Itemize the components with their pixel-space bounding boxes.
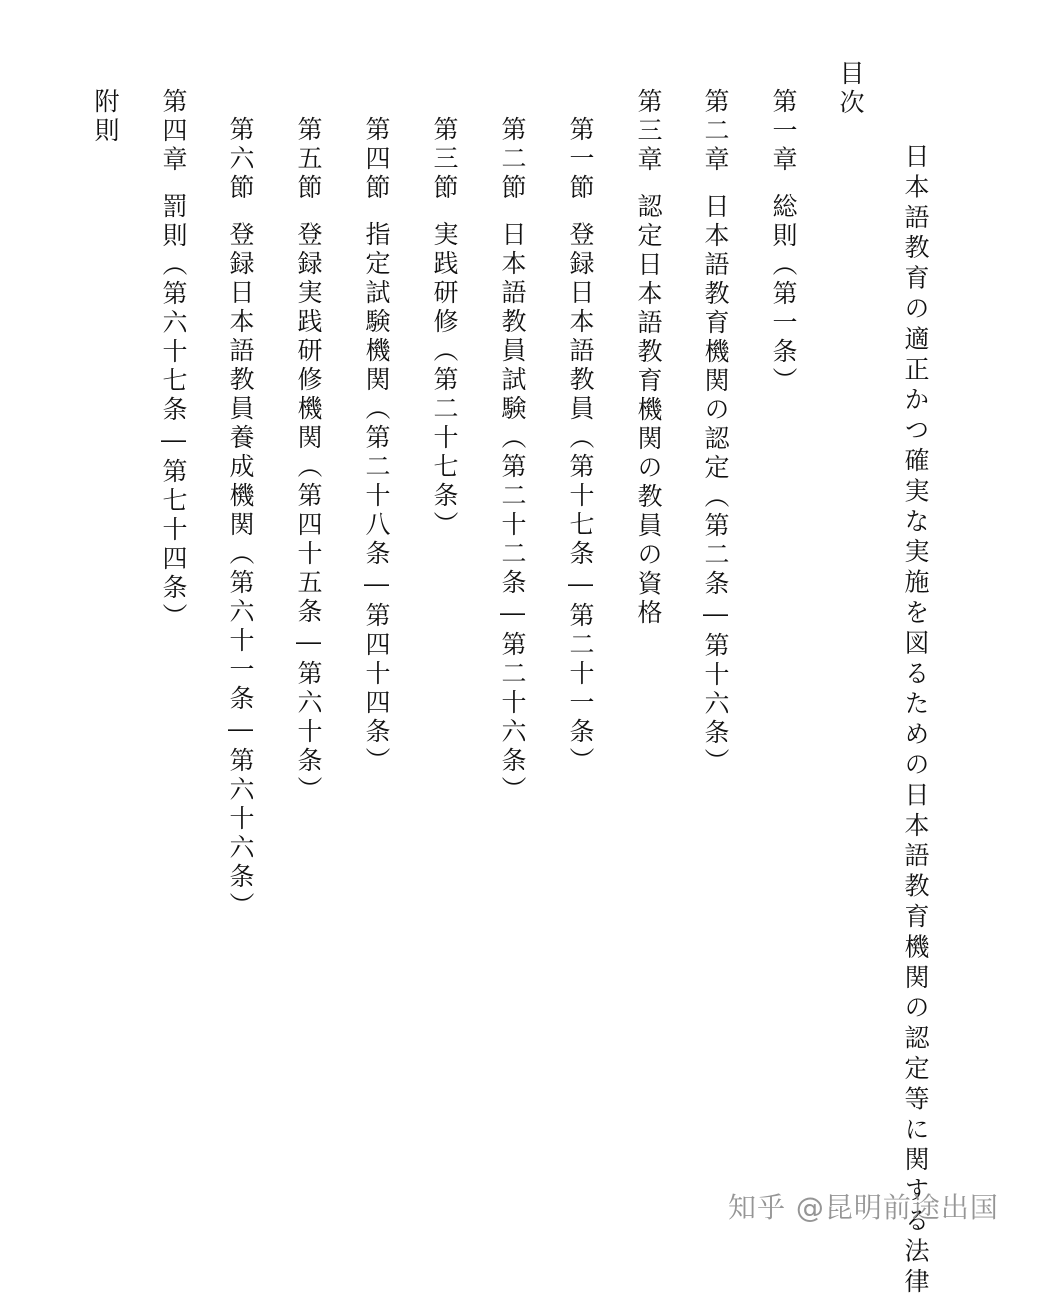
toc-entry-section-1 [568, 116, 593, 776]
toc-entry-head: 第四章 [159, 88, 188, 175]
toc-entry-chapter-2 [703, 88, 728, 777]
toc-entry-chapter-3 [636, 88, 661, 628]
toc-entry-head: 第二章 [701, 88, 730, 175]
toc-entry-head: 第三節 [430, 116, 459, 203]
toc-entry-text: 登録実践研修機関（第四十五条―第六十条） [294, 221, 323, 805]
toc-entry-section-5 [296, 116, 321, 805]
toc-entry-section-2 [500, 116, 525, 805]
toc-entry-text: 罰則（第六十七条―第七十四条） [159, 193, 188, 632]
toc-entry-head: 第一節 [566, 116, 595, 203]
toc-entry-text: 日本語教員試験（第二十二条―第二十六条） [498, 221, 527, 805]
toc-entry-head: 第五節 [294, 116, 323, 203]
toc-entry-section-6 [228, 116, 253, 921]
toc-entry-head: 第一章 [769, 88, 798, 175]
toc-entry-text: 登録日本語教員養成機関（第六十一条―第六十六条） [226, 221, 255, 921]
toc-heading: 目次 [836, 60, 865, 118]
toc-entry-text: 登録日本語教員（第十七条―第二十一条） [566, 221, 595, 776]
law-title: 日本語教育の適正かつ確実な実施を図るための日本語教育機関の認定等に関する法律 [901, 143, 930, 1298]
toc-entry-head: 第六節 [226, 116, 255, 203]
toc-entry-section-4 [364, 116, 389, 776]
toc-entry-head: 第二節 [498, 116, 527, 203]
toc-entry-head: 附則 [91, 88, 120, 146]
toc-entry-head: 第四節 [362, 116, 391, 203]
toc-entry-section-3 [432, 116, 457, 540]
toc-entry-text: 実践研修（第二十七条） [430, 221, 459, 540]
toc-entry-chapter-1 [771, 88, 796, 396]
watermark: 知乎 @昆明前途出国 [728, 1191, 999, 1224]
toc-entry-head: 第三章 [634, 88, 663, 175]
toc-entry-text: 日本語教育機関の認定（第二条―第十六条） [701, 193, 730, 777]
toc-entry-text: 指定試験機関（第二十八条―第四十四条） [362, 221, 391, 776]
toc-entry-text: 認定日本語教育機関の教員の資格 [634, 193, 663, 628]
toc-entry-text: 総則（第一条） [769, 193, 798, 396]
toc-entry-supplementary [93, 88, 118, 146]
toc-entry-chapter-4 [161, 88, 186, 632]
